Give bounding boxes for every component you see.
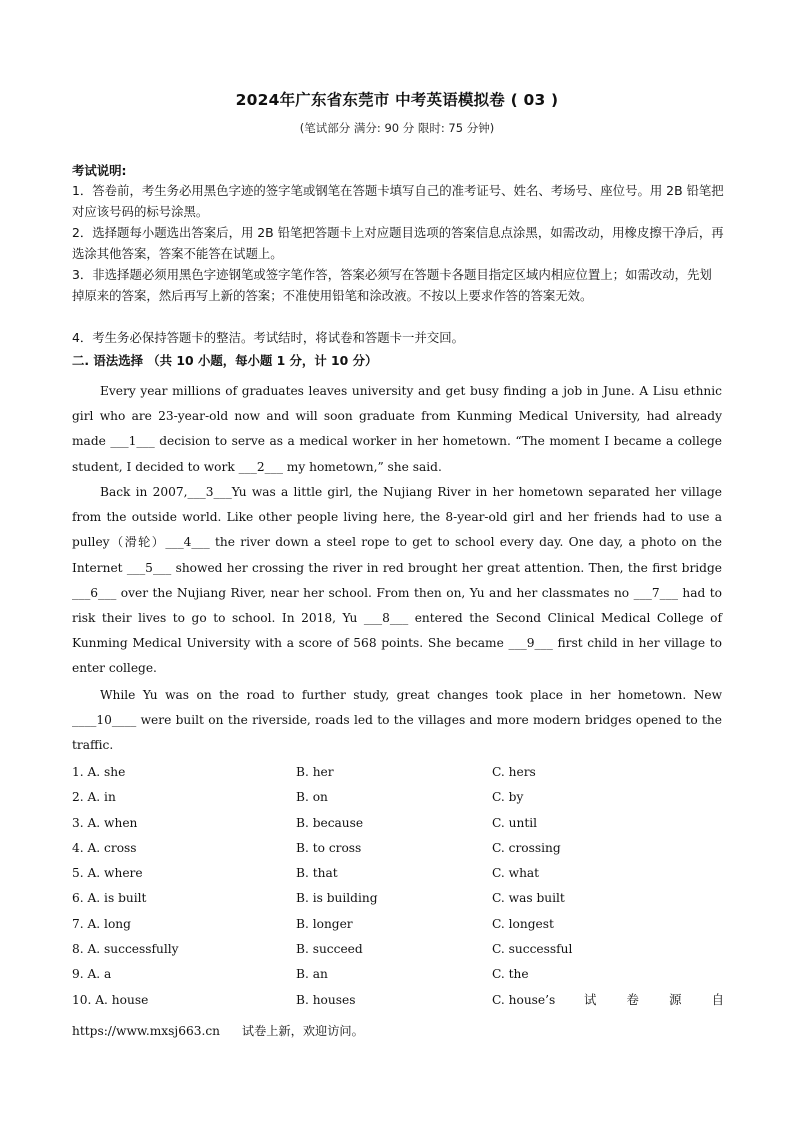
option-row xyxy=(72,760,724,785)
source-link[interactable]: https://www.mxsj663.cn xyxy=(72,1024,221,1038)
option-b: B. her xyxy=(296,765,334,779)
option-row xyxy=(72,886,724,911)
option-row xyxy=(72,861,724,886)
option-b: B. houses xyxy=(296,992,356,1007)
option-b: B. that xyxy=(296,866,338,881)
source-char: 源 xyxy=(669,992,682,1007)
footer-note: 试卷上新，欢迎访问。 xyxy=(241,1024,364,1038)
option-a: 7. A. long xyxy=(72,916,131,931)
option-row xyxy=(72,785,724,810)
instruction-item-4: 4．考生务必保持答题卡的整洁。考试结时，将试卷和答题卡一并交回。 xyxy=(72,330,464,345)
source-char: 卷 xyxy=(626,992,639,1007)
instruction-item-3: 3．非选择题必须用黑色字迹钢笔或签字笔作答，答案必须写在答题卡各题目指定区域内相应位置上；如需改动，先划掉原来的答案，然后再写上新的答案；不准使用铅笔和涂改液。不按以上要求作答的答案无效。 xyxy=(72,267,712,303)
section-title: 二. 语法选择 （共 10 小题，每小题 1 分，计 10 分） xyxy=(72,353,378,368)
option-b: B. an xyxy=(296,967,328,982)
option-c: C. the xyxy=(492,967,529,982)
option-a: 6. A. is built xyxy=(72,891,147,906)
passage-paragraph-1: Every year millions of graduates leaves university and get busy finding a job in June. A Lisu ethnic girl who are 23-year-old now and will soon graduate from Kunming Medical University, had already made ___1___ decision to serve as a medical worker in her hometown. “The moment I became a college student, I decided to work ___2___ my hometown,” she said. xyxy=(72,384,722,474)
options-list xyxy=(72,760,724,1013)
option-b: B. longer xyxy=(296,916,353,931)
option-a: 3. A. when xyxy=(72,815,138,830)
option-b: B. to cross xyxy=(296,840,362,855)
option-row xyxy=(72,937,724,962)
source-char: 试 xyxy=(584,992,597,1007)
footer xyxy=(72,1022,364,1039)
option-c: C. by xyxy=(492,790,524,805)
option-a: 5. A. where xyxy=(72,866,143,881)
option-a: 8. A. successfully xyxy=(72,942,179,957)
option-c: C. until xyxy=(492,815,538,830)
option-row xyxy=(72,962,724,987)
option-c: C. house’s xyxy=(492,992,556,1007)
instruction-item-1: 1．答卷前，考生务必用黑色字迹的签字笔或钢笔在答题卡填写自己的准考证号、姓名、考场号、座位号。用 2B 铅笔把对应该号码的标号涂黑。 xyxy=(72,183,724,219)
option-row xyxy=(72,912,724,937)
source-note xyxy=(584,990,724,1008)
option-a: 9. A. a xyxy=(72,967,112,982)
option-a: 4. A. cross xyxy=(72,840,137,855)
option-b: B. because xyxy=(296,815,364,830)
option-c: C. longest xyxy=(492,916,554,931)
option-c: C. successful xyxy=(492,942,573,957)
option-a: 10. A. house xyxy=(72,992,149,1007)
option-c: C. hers xyxy=(492,765,536,779)
source-char: 自 xyxy=(711,992,724,1007)
page-subtitle: (笔试部分 满分: 90 分 限时: 75 分钟) xyxy=(299,121,495,135)
option-b: B. on xyxy=(296,790,328,805)
instructions-heading: 考试说明: xyxy=(72,163,127,178)
passage-paragraph-3: While Yu was on the road to further study, great changes took place in her hometown. New ____10____ were built on the riverside, roads led to the villages and more modern bridges opened to the traffic. xyxy=(72,688,722,753)
option-a: 1. A. she xyxy=(72,765,126,779)
option-c: C. what xyxy=(492,866,540,881)
option-c: C. crossing xyxy=(492,840,561,855)
instruction-item-2: 2．选择题每小题选出答案后，用 2B 铅笔把答题卡上对应题目选项的答案信息点涂黑，如需改动，用橡皮擦干净后，再选涂其他答案，答案不能答在试题上。 xyxy=(72,225,724,261)
option-c: C. was built xyxy=(492,891,565,906)
option-b: B. is building xyxy=(296,891,378,906)
option-a: 2. A. in xyxy=(72,790,116,805)
option-row xyxy=(72,836,724,861)
option-row xyxy=(72,811,724,836)
passage-paragraph-2: Back in 2007,___3___Yu was a little girl, the Nujiang River in her hometown separated her village from the outside world. Like other people living here, the 8-year-old girl and her friends had to use a pulley（滑轮）___4___ the river down a steel rope to get to school every day. One day, a photo on the Internet ___5___ showed her crossing the river in red brought her great attention. Then, the first bridge ___6___ over the Nujiang River, near her school. From then on, Yu and her classmates no ___7___ had to risk their lives to go to school. In 2018, Yu ___8___ entered the Second Clinical Medical College of Kunming Medical University with a score of 568 points. She became ___9___ first child in her village to enter college. xyxy=(72,485,722,676)
option-b: B. succeed xyxy=(296,942,363,957)
page-title: 2024年广东省东莞市 中考英语模拟卷 ( 03 ) xyxy=(235,91,559,109)
